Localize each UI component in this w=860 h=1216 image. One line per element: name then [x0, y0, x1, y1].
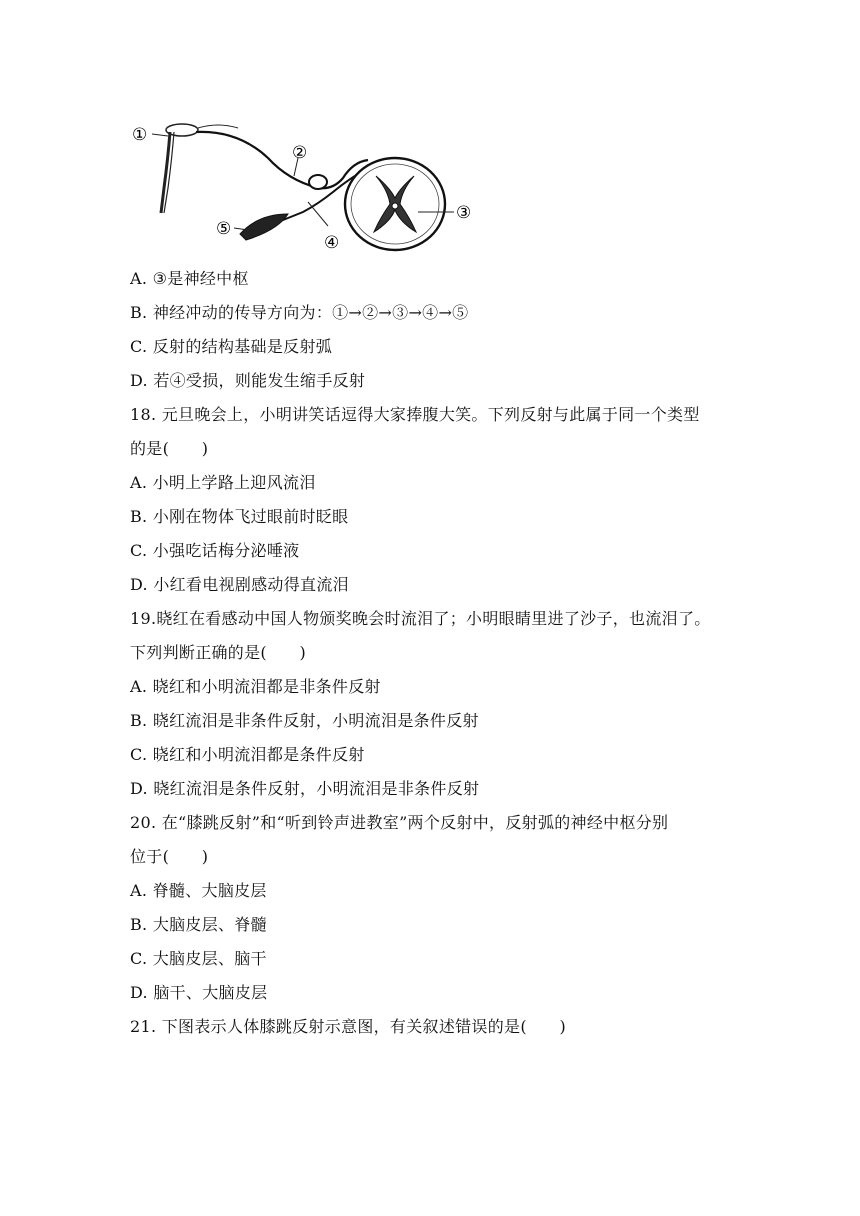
label-4: ④: [324, 233, 340, 253]
option-line: D. 小红看电视剧感动得直流泪: [130, 575, 349, 594]
option-line: C. 晓红和小明流泪都是条件反射: [130, 745, 365, 764]
option-line: B. 神经冲动的传导方向为：①→②→③→④→⑤: [130, 303, 469, 322]
question-20-stem: 20. 在“膝跳反射”和“听到铃声进教室”两个反射中，反射弧的神经中枢分别: [130, 813, 669, 832]
label-1: ①: [132, 125, 148, 145]
option-line: D. 脑干、大脑皮层: [130, 983, 268, 1002]
question-text: [130, 262, 740, 1044]
reflex-arc-svg: [128, 118, 488, 254]
option-line: B. 晓红流泪是非条件反射，小明流泪是条件反射: [130, 711, 479, 730]
option-line: D. 若④受损，则能发生缩手反射: [130, 371, 366, 390]
question-19-stem-cont: 下列判断正确的是( ): [130, 643, 307, 662]
option-line: A. ③是神经中枢: [130, 269, 249, 288]
label-5: ⑤: [216, 219, 232, 239]
question-18-stem-cont: 的是( ): [130, 439, 209, 458]
question-18-stem: 18. 元旦晚会上，小明讲笑话逗得大家捧腹大笑。下列反射与此属于同一个类型: [130, 405, 700, 424]
option-line: C. 反射的结构基础是反射弧: [130, 337, 333, 356]
option-line: D. 晓红流泪是条件反射，小明流泪是非条件反射: [130, 779, 480, 798]
option-line: C. 小强吃话梅分泌唾液: [130, 541, 300, 560]
option-line: B. 小刚在物体飞过眼前时眨眼: [130, 507, 349, 526]
option-line: A. 小明上学路上迎风流泪: [130, 473, 316, 492]
label-3: ③: [456, 203, 472, 223]
label-2: ②: [292, 143, 308, 163]
question-20-stem-cont: 位于( ): [130, 847, 209, 866]
option-line: C. 大脑皮层、脑干: [130, 949, 267, 968]
option-line: A. 晓红和小明流泪都是非条件反射: [130, 677, 381, 696]
question-21-stem: 21. 下图表示人体膝跳反射示意图，有关叙述错误的是( ): [130, 1017, 567, 1036]
question-19-stem: 19.晓红在看感动中国人物颁奖晚会时流泪了；小明眼睛里进了沙子，也流泪了。: [130, 609, 711, 628]
reflex-arc-diagram: [128, 118, 488, 254]
option-line: B. 大脑皮层、脊髓: [130, 915, 267, 934]
option-line: A. 脊髓、大脑皮层: [130, 881, 267, 900]
